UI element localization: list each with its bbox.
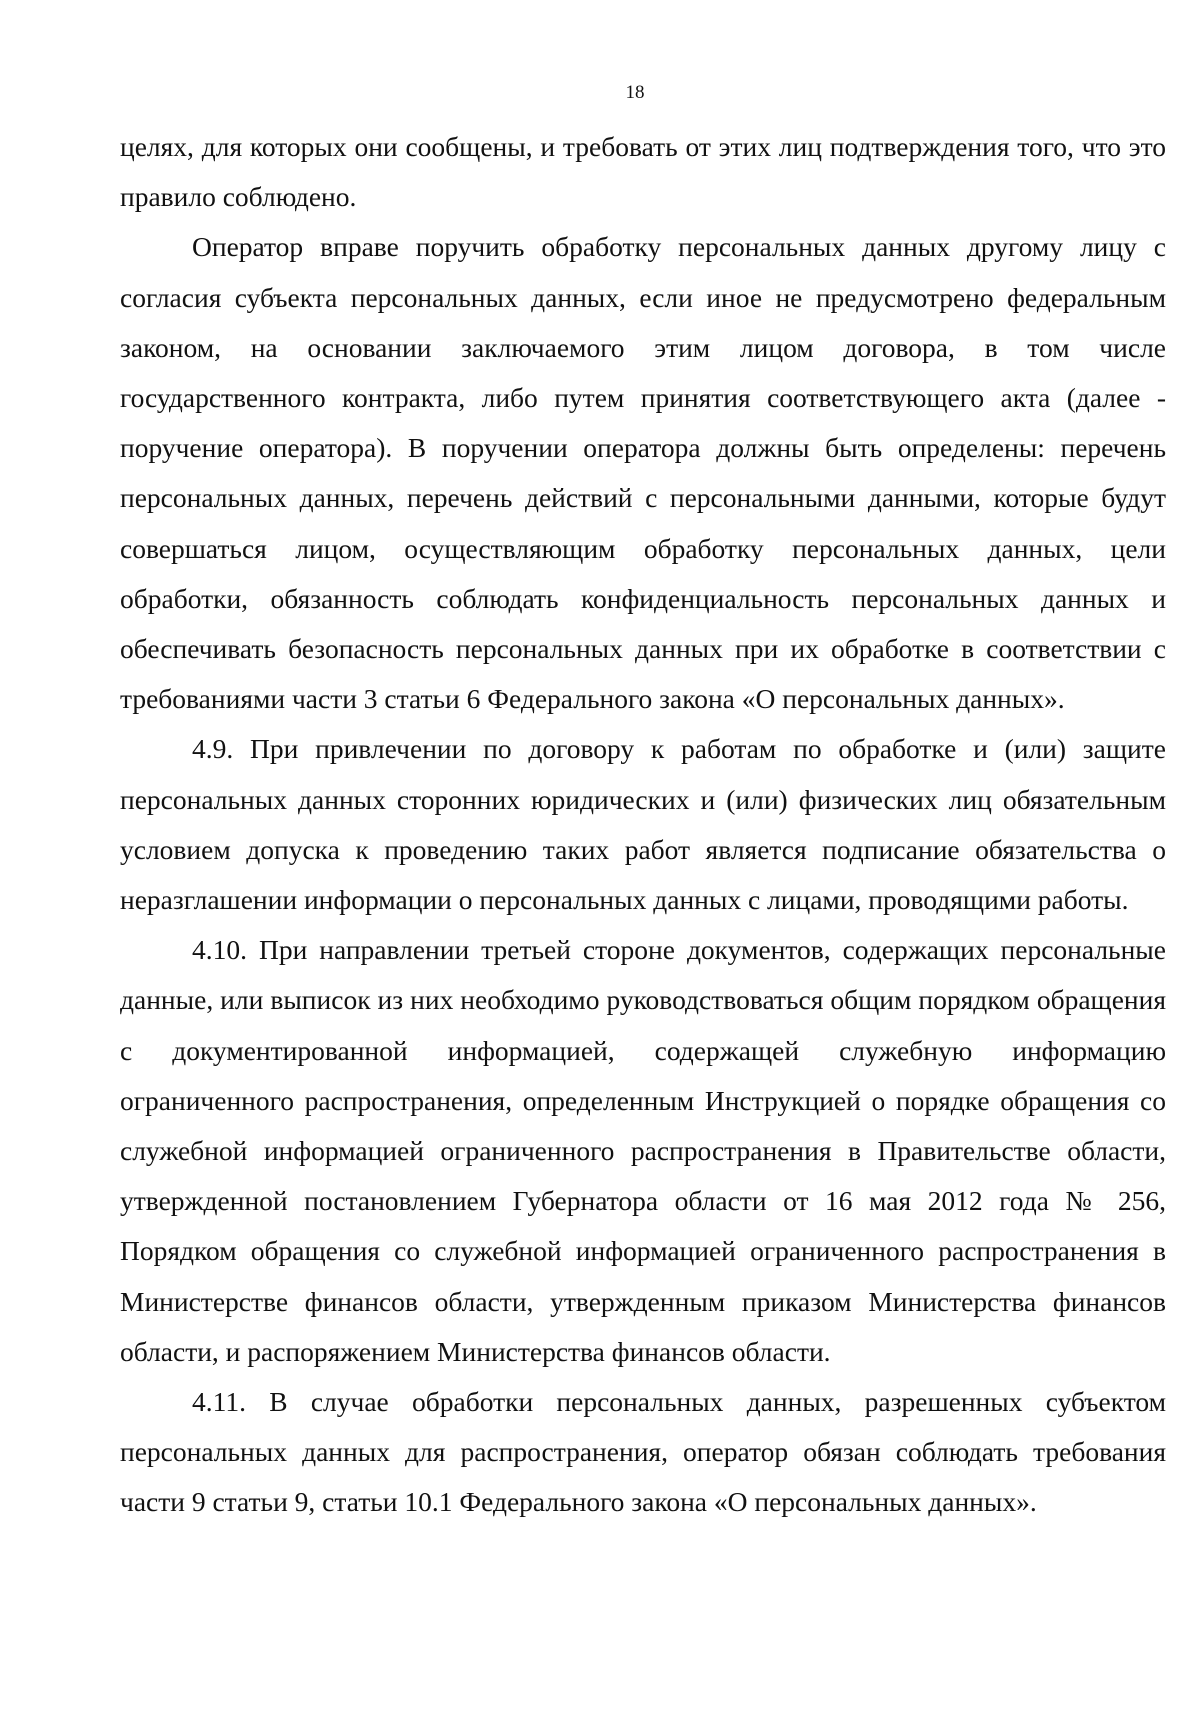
paragraph-section-4-11: 4.11. В случае обработки персональных данных, разрешенных субъектом персональных данных для распространения, оператор обязан соблюдать требования части 9 статьи 9, статьи 10.1 Федерального закона «О персональных данных». (120, 1386, 1166, 1518)
page-number: 18 (625, 82, 645, 103)
paragraph-continuation: целях, для которых они сообщены, и требовать от этих лиц подтверждения того, что это правило соблюдено. (120, 131, 1166, 213)
paragraph-section-4-9: 4.9. При привлечении по договору к работам по обработке и (или) защите персональных данных сторонних юридических и (или) физических лиц обязательным условием допуска к проведению таких работ является подписание обязательства о неразглашении информации о персональных данных с лицами, проводящими работы. (120, 733, 1166, 916)
paragraph-section-4-10: 4.10. При направлении третьей стороне документов, содержащих персональные данные, или выписок из них необходимо руководствоваться общим порядком обращения с документированной информацией, содержащей служебную информацию ограниченного распространения, определенным Инструкцией о порядке обращения со служебной информацией ограниченного распространения в Правительстве области, утвержденной постановлением Губернатора области от 16 мая 2012 года № 256, Порядком обращения со служебной информацией ограниченного распространения в Министерстве финансов области, утвержденным приказом Министерства финансов области, и распоряжением Министерства финансов области. (120, 934, 1166, 1367)
paragraph-operator-assignment: Оператор вправе поручить обработку персональных данных другому лицу с согласия субъекта персональных данных, если иное не предусмотрено федеральным законом, на основании заключаемого этим лицом договора, в том числе государственного контракта, либо путем принятия соответствующего акта (далее - поручение оператора). В поручении оператора должны быть определены: перечень персональных данных, перечень действий с персональными данными, которые будут совершаться лицом, осуществляющим обработку персональных данных, цели обработки, обязанность соблюдать конфиденциальность персональных данных и обеспечивать безопасность персональных данных при их обработке в соответствии с требованиями части 3 статьи 6 Федерального закона «О персональных данных». (120, 231, 1166, 715)
document-body (120, 122, 1166, 1528)
